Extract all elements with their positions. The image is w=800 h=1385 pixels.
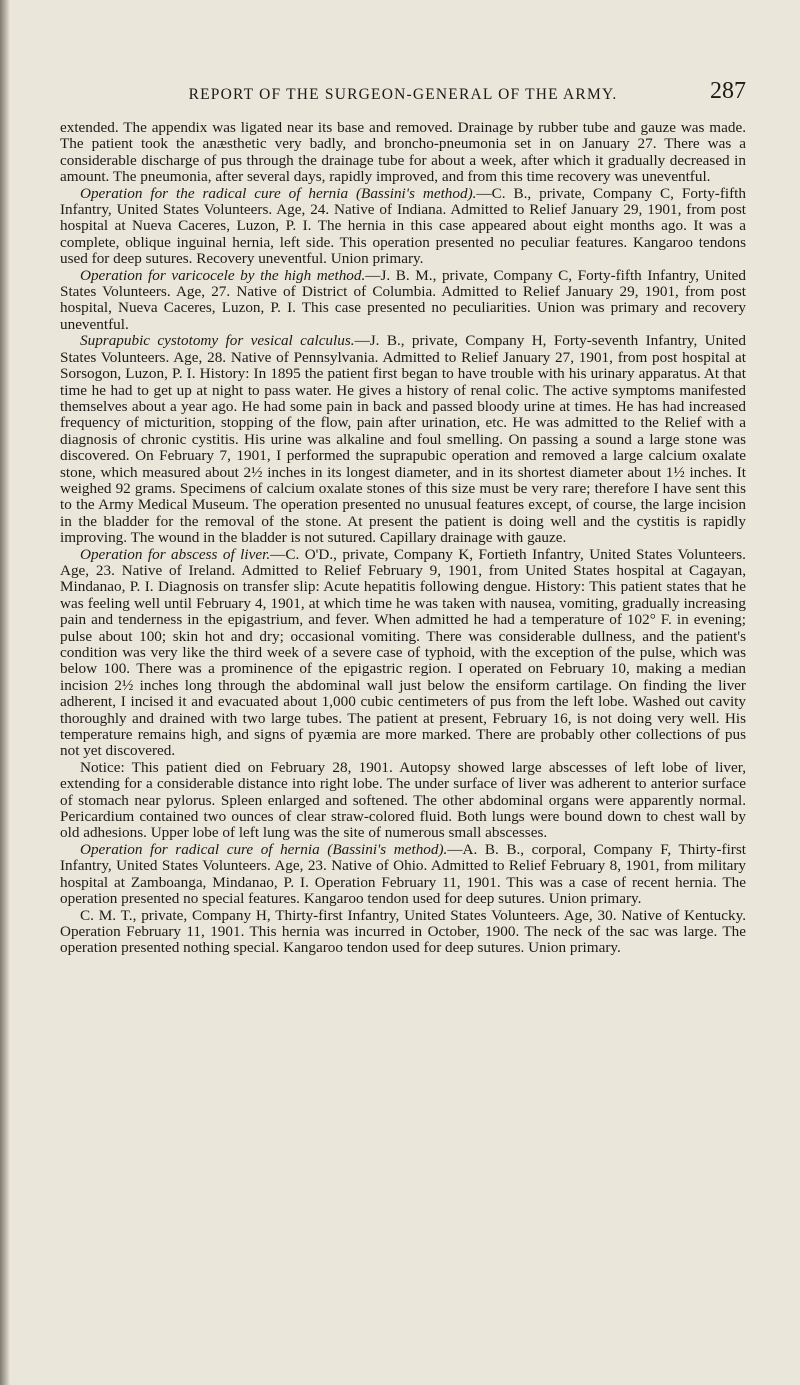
paragraph-continuation <box>60 120 746 186</box>
notice-text: Notice: This patient died on February 28, 1901. Autopsy showed large abscesses of left lobe of liver, extending for a considerable distance into right lobe. The under surface of liver was adherent to anterior surface of stomach near pylorus. Spleen enlarged and softened. The other abdominal organs were apparently normal. Pericardium contained two ounces of clear straw-colored fluid. Both lungs were bound down to chest wall by old adhesions. Upper lobe of left lung was the site of numerous small abscesses. <box>60 758 746 842</box>
page-header <box>60 78 746 104</box>
case-text: —C. B., private, Company C, Forty-fifth Infantry, United States Volunteers. Age, 24. Native of Indiana. Admitted to Relief January 29, 1901, from post hospital at Nueva Caceres, Luzon, P. I. The hernia in this case appeared about eight months ago. It was a complete, oblique inguinal hernia, left side. This operation presented no peculiar features. Kangaroo tendons used for deep sutures. Recovery uneventful. Union primary. <box>60 184 746 268</box>
case-paragraph <box>60 547 746 760</box>
case-paragraph <box>60 333 746 546</box>
case-paragraph <box>60 186 746 268</box>
running-title: REPORT OF THE SURGEON-GENERAL OF THE ARMY. <box>188 86 618 103</box>
notice-paragraph <box>60 760 746 842</box>
case-heading: Operation for the radical cure of hernia (Bassini's method). <box>80 184 477 202</box>
case-text: —C. O'D., private, Company K, Fortieth Infantry, United States Volunteers. Age, 23. Native of Ireland. Admitted to Relief February 9, 1901, from United States hospital at Cagayan, Mindanao, P. I. Diagnosis on transfer slip: Acute hepatitis following dengue. History: This patient states that he was feeling well until February 4, 1901, at which time he was taken with nausea, vomiting, gradually increasing pain and tenderness in the epigastrium, and fever. When admitted he had a temperature of 102° F. in evening; pulse about 100; skin hot and dry; occasional vomiting. There was considerable dullness, and the patient's condition was very like the third week of a severe case of typhoid, with the exception of the pulse, which was below 100. There was a prominence of the epigastric region. I operated on February 10, making a median incision 2½ inches long through the abdominal wall just below the ensiform cartilage. On finding the liver adherent, I incised it and evacuated about 1,000 cubic centimeters of pus from the left lobe. Washed out cavity thoroughly and drained with two large tubes. The patient at present, February 16, is not doing very well. His temperature remains high, and signs of pyæmia are more marked. There are probably other collections of pus not yet discovered. <box>60 545 746 760</box>
page-number: 287 <box>710 78 746 104</box>
paragraph-text: extended. The appendix was ligated near its base and removed. Drainage by rubber tube and gauze was made. The patient took the anæsthetic very badly, and broncho-pneumonia set in on January 27. There was a considerable discharge of pus through the drainage tube for about a week, after which it gradually decreased in amount. The pneumonia, after several days, rapidly improved, and from this time recovery was uneventful. <box>60 119 746 186</box>
case-text: —A. B. B., corporal, Company F, Thirty-first Infantry, United States Volunteers. Age, 23. Native of Ohio. Admitted to Relief February 8, 1901, from military hospital at Zamboanga, Mindanao, P. I. Operation February 11, 1901. This was a case of recent hernia. The operation presented no special features. Kangaroo tendon used for deep sutures. Union primary. <box>60 840 746 908</box>
case-heading: Operation for abscess of liver. <box>80 545 271 563</box>
case-text: —J. B., private, Company H, Forty-seventh Infantry, United States Volunteers. Age, 28. Native of Pennsylvania. Admitted to Relief January 27, 1901, from post hospital at Sorsogon, Luzon, P. I. History: In 1895 the patient first began to have trouble with his urinary apparatus. At that time he had to get up at night to pass water. He gives a history of renal colic. The active symptoms manifested themselves about a year ago. He had some pain in back and passed bloody urine at times. He has had increased frequency of micturition, stopping of the flow, pain after urination, etc. He was admitted to the Relief with a diagnosis of chronic cystitis. His urine was alkaline and foul smelling. On passing a sound a large stone was discovered. On February 7, 1901, I performed the suprapubic operation and removed a large calcium oxalate stone, which measured about 2½ inches in its longest diameter, and in its shortest diameter about 1½ inches. It weighed 92 grams. Specimens of calcium oxalate stones of this size must be very rare; therefore I have sent this to the Army Medical Museum. The operation presented no unusual features except, of course, the large incision in the bladder for the removal of the stone. At present the patient is doing well and the cystitis is rapidly improving. The wound in the bladder is not sutured. Capillary drainage with gauze. <box>60 332 747 547</box>
case-heading: Suprapubic cystotomy for vesical calculus. <box>80 332 355 350</box>
body-text <box>60 120 746 957</box>
case-text: C. M. T., private, Company H, Thirty-first Infantry, United States Volunteers. Age, 30. Native of Kentucky. Operation February 11, 1901. This hernia was incurred in October, 1900. The neck of the sac was large. The operation presented nothing special. Kangaroo tendon used for deep sutures. Union primary. <box>60 906 746 957</box>
case-heading: Operation for radical cure of hernia (Bassini's method). <box>80 840 448 858</box>
case-paragraph <box>60 268 746 334</box>
case-text: —J. B. M., private, Company C, Forty-fifth Infantry, United States Volunteers. Age, 27. Native of District of Columbia. Admitted to Relief January 29, 1901, from post hospital, Nueva Caceres, Luzon, P. I. This case presented no peculiarities. Union was primary and recovery uneventful. <box>60 266 747 333</box>
case-paragraph <box>60 908 746 957</box>
case-paragraph <box>60 842 746 908</box>
binding-shadow <box>0 0 10 1385</box>
case-heading: Operation for varicocele by the high method. <box>80 266 366 284</box>
